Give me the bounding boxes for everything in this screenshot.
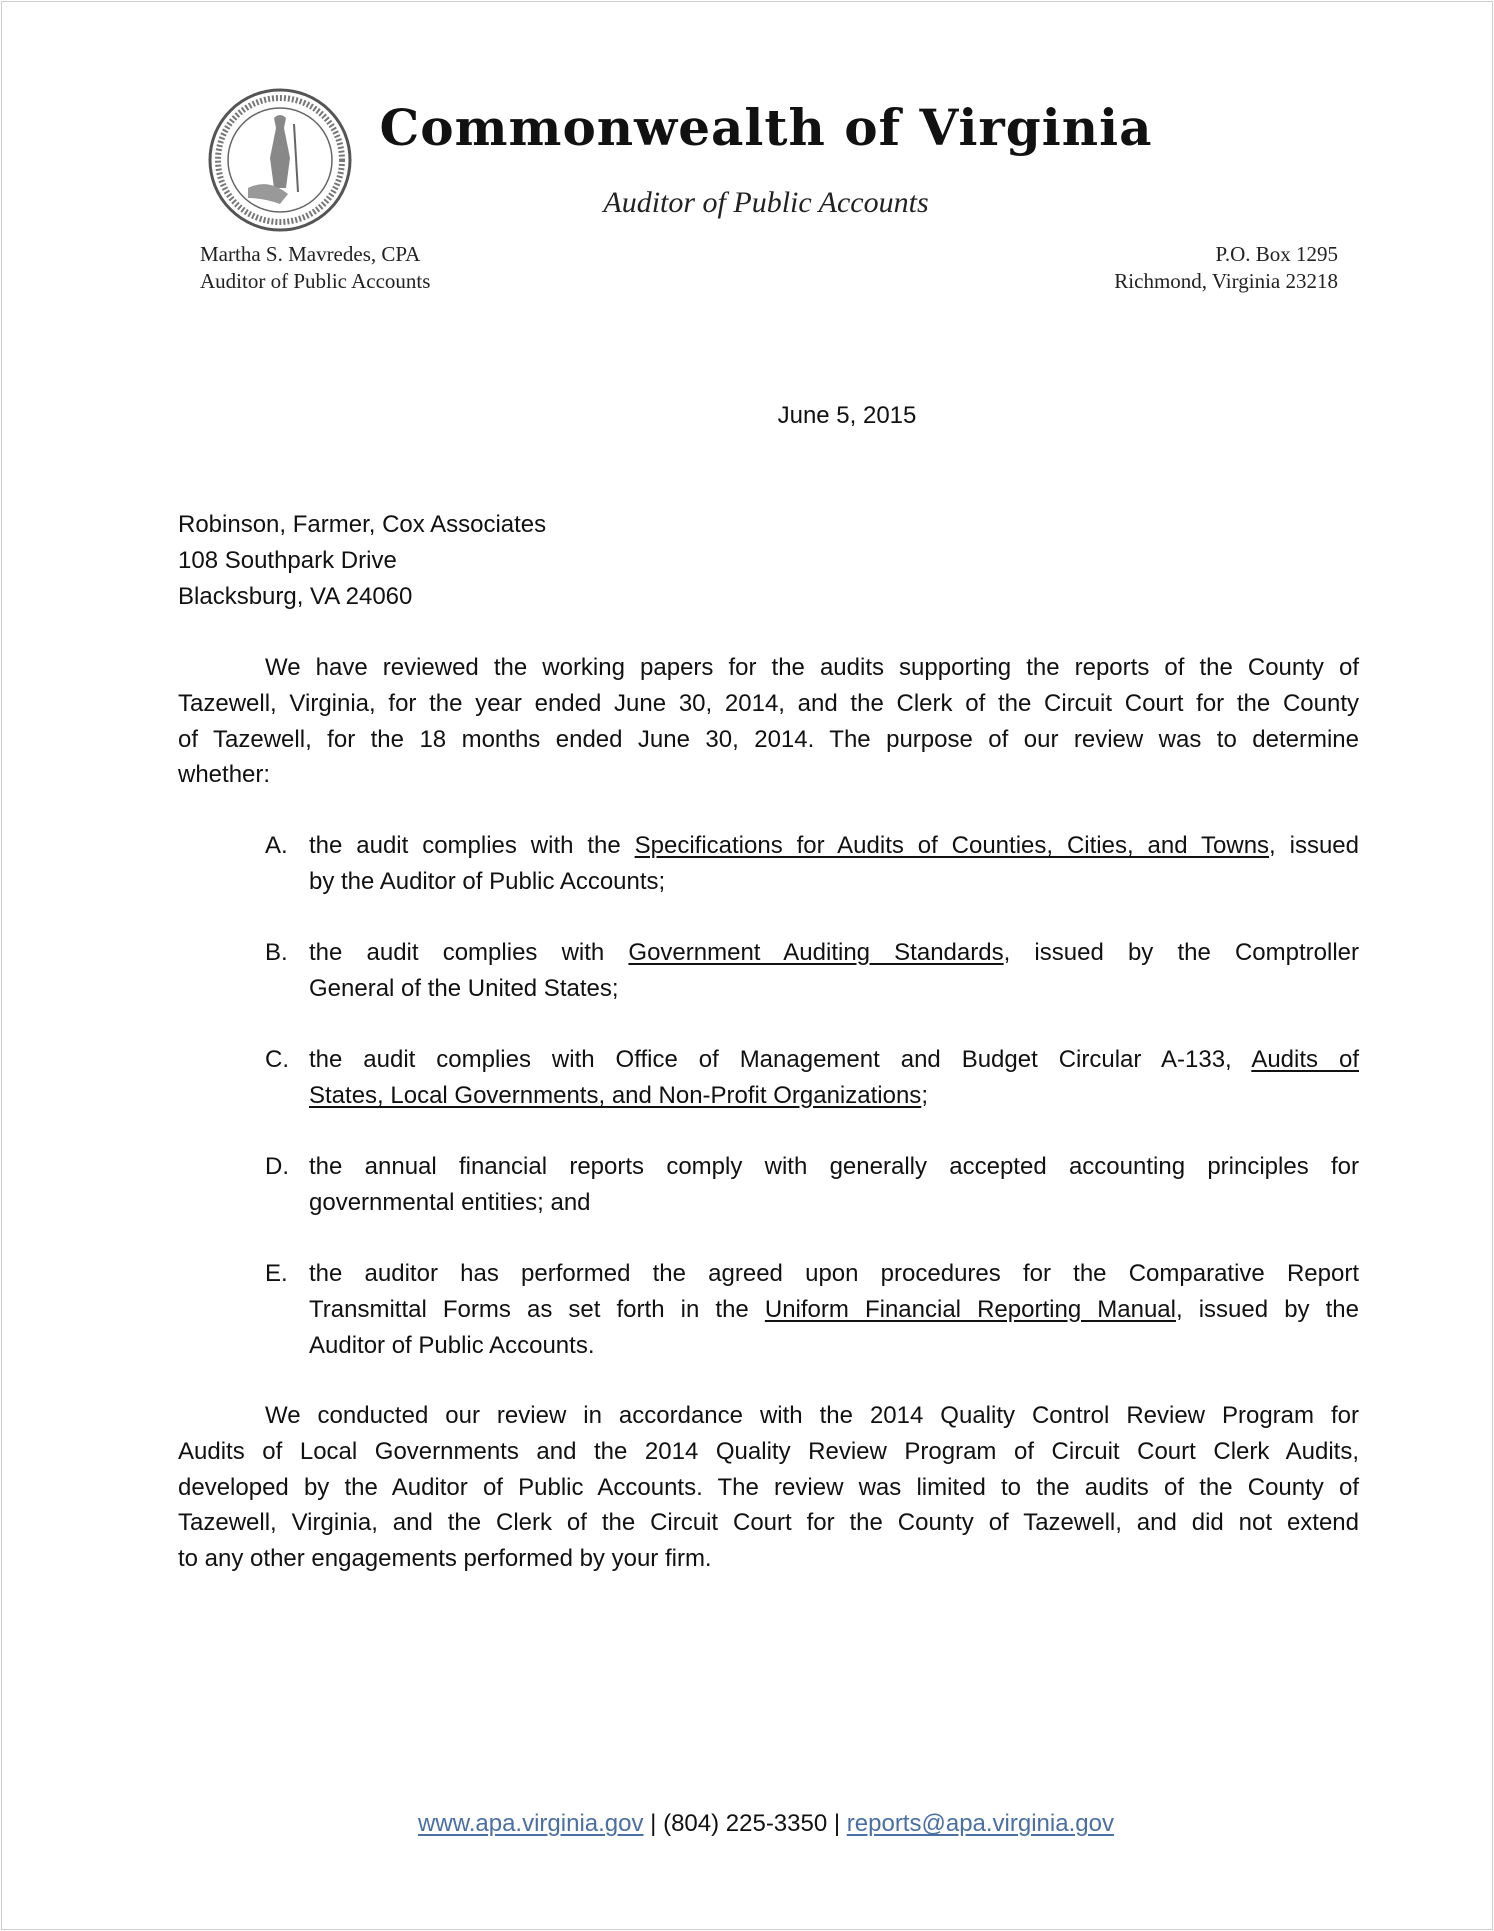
auditor-title: Auditor of Public Accounts <box>200 269 431 293</box>
footer-separator: | <box>827 1810 847 1837</box>
list-item-line <box>309 867 665 897</box>
list-item-line <box>309 831 1359 861</box>
letterhead-subtitle: Auditor of Public Accounts <box>603 186 929 219</box>
text-segment: Auditor of Public Accounts. <box>309 1331 595 1359</box>
text-segment: We have reviewed the working papers for the audits supporting the reports of the County of <box>265 654 1359 681</box>
paragraph-line <box>178 1437 1359 1467</box>
underlined-title: Uniform Financial Reporting Manual <box>764 1295 1176 1323</box>
text-segment: Tazewell, Virginia, and the Clerk of the Circuit Court for the County of Tazewell, and did not extend <box>178 1509 1359 1537</box>
list-item-line <box>309 1081 928 1111</box>
recipient-street: 108 Southpark Drive <box>178 547 397 574</box>
underlined-title: Audits of <box>1251 1046 1359 1073</box>
text-segment: ; <box>921 1081 928 1109</box>
text-segment: We conducted our review in accordance with the 2014 Quality Control Review Program for <box>265 1402 1359 1429</box>
text-segment: Audits of Local Governments and the 2014 Quality Review Program of Circuit Court Clerk Audits, <box>178 1437 1359 1465</box>
letter-date: June 5, 2015 <box>777 402 917 429</box>
footer-separator: | <box>643 1810 664 1837</box>
text-segment: developed by the Auditor of Public Accounts. The review was limited to the audits of the County of <box>178 1473 1359 1501</box>
paragraph-line <box>178 760 270 790</box>
paragraph-line <box>178 1544 712 1574</box>
underlined-title: Specifications for Audits of Counties, Cities, and Towns <box>634 832 1270 859</box>
list-item-line <box>309 1331 595 1361</box>
recipient-name: Robinson, Farmer, Cox Associates <box>178 511 547 538</box>
list-item-line <box>309 1045 1359 1075</box>
text-segment: , issued <box>1269 832 1359 859</box>
text-segment: the audit complies with <box>309 939 629 966</box>
email-link[interactable]: reports@apa.virginia.gov <box>846 1810 1114 1837</box>
po-box: P.O. Box 1295 <box>1215 242 1338 266</box>
text-segment: by the Auditor of Public Accounts; <box>309 867 666 895</box>
auditor-name-block <box>200 241 430 295</box>
text-segment: to any other engagements performed by your firm. <box>178 1545 712 1573</box>
list-item-letter: E. <box>265 1260 288 1287</box>
office-address-block <box>1114 241 1338 295</box>
paragraph-line <box>178 1508 1359 1538</box>
text-segment: whether: <box>178 761 271 789</box>
paragraph-line <box>265 1401 1359 1431</box>
list-item-line <box>309 938 1359 968</box>
list-item-letter: D. <box>265 1153 289 1180</box>
auditor-name: Martha S. Mavredes, CPA <box>200 242 421 266</box>
list-item-line <box>309 1188 591 1218</box>
underlined-title: Government Auditing Standards <box>628 939 1004 966</box>
text-segment: Transmittal Forms as set forth in the <box>309 1295 765 1323</box>
paragraph-line <box>178 689 1359 719</box>
text-segment: the audit complies with the <box>309 832 635 859</box>
text-segment: , issued by the Comptroller <box>1003 939 1359 966</box>
paragraph-line <box>178 725 1359 755</box>
recipient-city: Blacksburg, VA 24060 <box>178 583 413 610</box>
text-segment: General of the United States; <box>309 974 619 1002</box>
text-segment: of Tazewell, for the 18 months ended June 30, 2014. The purpose of our review was to determine <box>178 725 1359 753</box>
list-item-letter: A. <box>265 832 288 859</box>
website-link[interactable]: www.apa.virginia.gov <box>418 1810 644 1837</box>
list-item-letter: C. <box>265 1046 289 1073</box>
text-segment: the audit complies with Office of Management and Budget Circular A-133, <box>309 1046 1252 1073</box>
footer-contact <box>0 1810 1494 1838</box>
text-segment: the annual financial reports comply with generally accepted accounting principles for <box>309 1153 1359 1180</box>
underlined-title: States, Local Governments, and Non-Profit Organizations <box>309 1081 922 1109</box>
text-segment: Tazewell, Virginia, for the year ended June 30, 2014, and the Clerk of the Circuit Court for the County <box>178 689 1359 717</box>
list-item-line <box>309 1152 1359 1182</box>
list-item-letter: B. <box>265 939 288 966</box>
list-item-line <box>309 974 619 1004</box>
phone-number: (804) 225-3350 <box>663 1810 828 1837</box>
paragraph-line <box>178 1473 1359 1503</box>
text-segment: , issued by the <box>1175 1295 1359 1323</box>
city-state-zip: Richmond, Virginia 23218 <box>1114 269 1338 293</box>
list-item-line <box>309 1259 1359 1289</box>
list-item-line <box>309 1295 1359 1325</box>
letterhead-title: Commonwealth of Virginia <box>379 98 1153 157</box>
text-segment: the auditor has performed the agreed upon procedures for the Comparative Report <box>309 1260 1359 1287</box>
text-segment: governmental entities; and <box>309 1188 591 1216</box>
paragraph-line <box>265 653 1359 683</box>
